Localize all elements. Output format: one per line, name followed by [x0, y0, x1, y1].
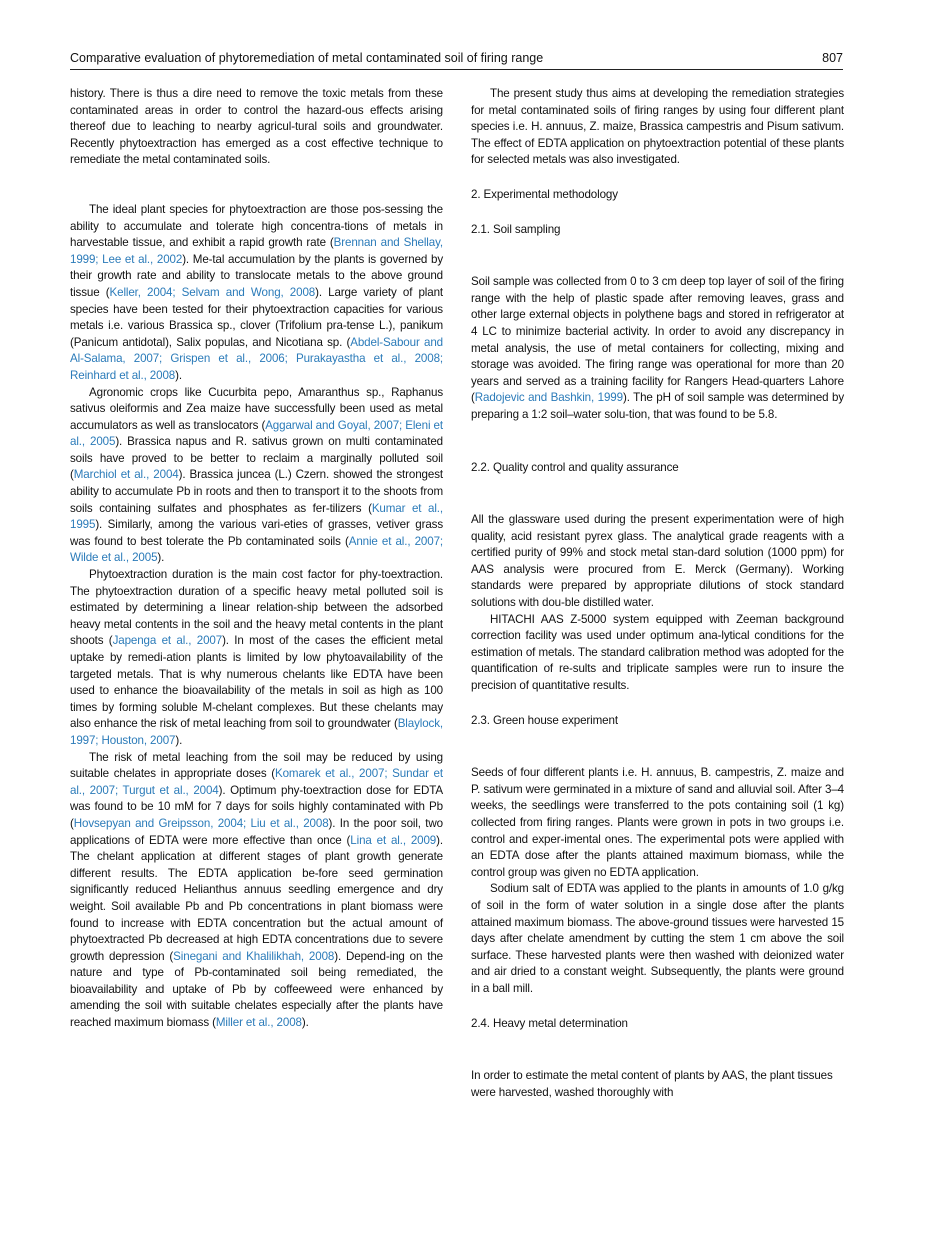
- paragraph: HITACHI AAS Z-5000 system equipped with Zeeman background correction facility was used under optimum ana-lytical conditions for the estimation of metals. The standard calibration method was adopted for the quantification of re-sults and triplicate samples were run to insure the precision of quantitative results.: [471, 612, 844, 693]
- paragraph: Seeds of four different plants i.e. H. annuus, B. campestris, Z. maize and P. sativum were germinated in a mixture of sand and alluvial soil. After 3–4 weeks, the seedlings were transferred to the pots containing soil (1 kg) collected from firing ranges. Plants were grown in pots in two groups i.e. control and exper-imental ones. The experimental pots were applied with an EDTA dose after the plants attained maximum biomass, while the control group was given no EDTA application.: [471, 766, 844, 879]
- citation-link[interactable]: Sinegani and Khalilikhah, 2008: [173, 949, 335, 963]
- paragraph: The ideal plant species for phytoextraction are those pos-sessing the ability to accumulate and tolerate high concentra-tions of metals in harvestable tissue, and exhibit a rapid growth rate (Brennan and Shellay, 1999; Lee et al., 2002). Me-tal accumulation by the plants is governed by their growth rate and ability to translocate metals to the above ground tissue (Keller, 2004; Selvam and Wong, 2008). Large variety of plant species have been tested for their phytoextraction capacities for various metals i.e. various Brassica sp., clover (Trifolium pra-tense L.), panikum (Panicum antidotal), Salix populas, and Nicotiana sp. (Abdel-Sabour and Al-Salama, 2007; Grispen et al., 2006; Purakayastha et al., 2008; Reinhard et al., 2008).: [70, 202, 444, 382]
- citation-link[interactable]: Lina et al., 2009: [350, 833, 437, 847]
- paragraph: Agronomic crops like Cucurbita pepo, Amaranthus sp., Raphanus sativus oleiformis and Zea maize have successfully been used as metal accumulators as well as translocators (Aggarwal and Goyal, 2007; Eleni et al., 2005). Brassica napus and R. sativus grown on multi contaminated soils have proved to be better to reclaim a marginally polluted soil (Marchiol et al., 2004). Brassica juncea (L.) Czern. showed the strongest ability to accumulate Pb in roots and then to transport it to the shoots from soils containing sulfates and phosphates as fer-tilizers (Kumar et al., 1995). Similarly, among the various vari-eties of grasses, vetiver grass was found to best tolerate the Pb contaminated soils (Annie et al., 2007; Wilde et al., 2005).: [70, 385, 443, 565]
- left-column: [70, 86, 443, 1032]
- paragraph: Sodium salt of EDTA was applied to the plants in amounts of 1.0 g/kg of soil in the form of water solution in a single dose after the plants attained maximum biomass. The above-ground tissues were harvested 15 days after chelate amendment by cutting the stem 1 cm above the soil surface. These harvested plants were then washed with deionized water and air dried to a constant weight. Subsequently, the plants were ground in a ball mill.: [471, 882, 844, 995]
- paragraph: history. There is thus a dire need to remove the toxic metals from these contaminated areas in order to control the hazard-ous effects arising thereof due to leaching to nearby agricul-tural soils and groundwater. Recently phytoextraction has emerged as a cost effective technique to remediate the metal contaminated soils.: [70, 87, 443, 167]
- citation-link[interactable]: Kumar et al., 1995: [70, 501, 443, 532]
- running-title: Comparative evaluation of phytoremediation of metal contaminated soil of firing range: [70, 51, 544, 65]
- page-number: 807: [822, 51, 843, 65]
- running-head: [70, 50, 843, 70]
- citation-link[interactable]: Hovsepyan and Greipsson, 2004; Liu et al., 2008: [73, 816, 329, 830]
- paragraph: Soil sample was collected from 0 to 3 cm deep top layer of soil of the firing range with the help of plastic spade after removing leaves, grass and other large external objects in polythene bags and stored in refrigerator at 4 LC to minimize bacterial activity. In order to avoid any discrepancy in metal analysis, the use of metal containers for collecting, mixing and storage was avoided. The firing range was operational for more than 20 years and served as a training facility for Rangers Head-quarters Lahore (Radojevic and Bashkin, 1999). The pH of soil sample was determined by preparing a 1:2 soil–water solu-tion, that was found to be 5.8.: [471, 275, 844, 421]
- paragraph: The risk of metal leaching from the soil may be reduced by using suitable chelates in appropriate doses (Komarek et al., 2007; Sundar et al., 2007; Turgut et al., 2004). Optimum phy-toextraction dose for EDTA was found to be 10 mM for 7 days for soils highly contaminated with Pb (Hovsepyan and Greipsson, 2004; Liu et al., 2008). In the poor soil, two applications of EDTA were more effective than once (Lina et al., 2009). The chelant application at different stages of plant growth generate different results. The EDTA application be-fore seed germination significantly reduced Helianthus annuus seedling emergence and dry weight. Soil available Pb and Pb concentrations in plant biomass were found to increase with EDTA concentration but the actual amount of phytoextracted Pb decreased at high EDTA concentrations due to severe growth depression (Sinegani and Khalilikhah, 2008). Depend-ing on the nature and type of Pb-contaminated soil being remediated, the bioavailability and uptake of Pb by coffeeweed were enhanced by amending the soil with suitable chelates especially after the plants have reached maximum biomass (Miller et al., 2008).: [70, 750, 444, 1030]
- subsection-heading: 2.1. Soil sampling: [471, 222, 561, 236]
- subsection-heading: 2.3. Green house experiment: [471, 713, 618, 727]
- citation-link[interactable]: Miller et al., 2008: [215, 1016, 302, 1030]
- citation-link[interactable]: Japenga et al., 2007: [112, 634, 223, 648]
- section-heading: 2. Experimental methodology: [471, 187, 618, 201]
- citation-link[interactable]: Blaylock, 1997; Houston, 2007: [70, 717, 443, 747]
- paragraph: The present study thus aims at developing the remediation strategies for metal contaminated soils of firing ranges by using four different plant species i.e. H. annuus, Z. maize, Brassica campestris and Pisum sativum. The effect of EDTA application on phytoextraction potential of these plants for selected metals was also investigated.: [471, 87, 844, 167]
- subsection-heading: 2.2. Quality control and quality assurance: [471, 460, 679, 474]
- citation-link[interactable]: Keller, 2004; Selvam and Wong, 2008: [109, 285, 316, 299]
- citation-link[interactable]: Aggarwal and Goyal, 2007; Eleni et al., 2005: [70, 418, 443, 449]
- paragraph: All the glassware used during the present experimentation were of high quality, acid resistant pyrex glass. The analytical grade reagents with a certified purity of 99% and stock metal stan-dard solution (1000 ppm) for AAS analysis were procured from E. Merck (Germany). Working standards were prepared by appropriate dilutions of stock standard solutions with dou-ble distilled water.: [471, 513, 844, 610]
- citation-link[interactable]: Marchiol et al., 2004: [73, 468, 179, 482]
- citation-link[interactable]: Annie et al., 2007; Wilde et al., 2005: [70, 534, 443, 565]
- citation-link[interactable]: Abdel-Sabour and Al-Salama, 2007; Grispen et al., 2006; Purakayastha et al., 2008; Reinhard et al., 2008: [70, 335, 443, 382]
- subsection-heading: 2.4. Heavy metal determination: [471, 1016, 628, 1030]
- paragraph: In order to estimate the metal content of plants by AAS, the plant tissues were harvested, washed thoroughly with: [471, 1069, 833, 1099]
- citation-link[interactable]: Komarek et al., 2007; Sundar et al., 2007; Turgut et al., 2004: [70, 767, 443, 797]
- citation-link[interactable]: Radojevic and Bashkin, 1999: [474, 391, 623, 405]
- citation-link[interactable]: Brennan and Shellay, 1999; Lee et al., 2002: [70, 236, 444, 266]
- paragraph: Phytoextraction duration is the main cost factor for phy-toextraction. The phytoextraction duration of a specific heavy metal polluted soil is estimated by determining a linear relation-ship between the adsorbed heavy metal contents in the soil and the heavy metal contents in the plant shoots (Japenga et al., 2007). In most of the cases the efficient metal uptake by remedi-ation plants is limited by low phytoavailability of the targeted metals. That is why numerous chelants like EDTA have been used to enhance the bioavailability of the metals in soil as high as 100 times by forming soluble M-chelant complexes. But these chelants may also enhance the risk of metal leaching from soil to groundwater (Blaylock, 1997; Houston, 2007).: [70, 568, 443, 747]
- right-column: [471, 86, 844, 1101]
